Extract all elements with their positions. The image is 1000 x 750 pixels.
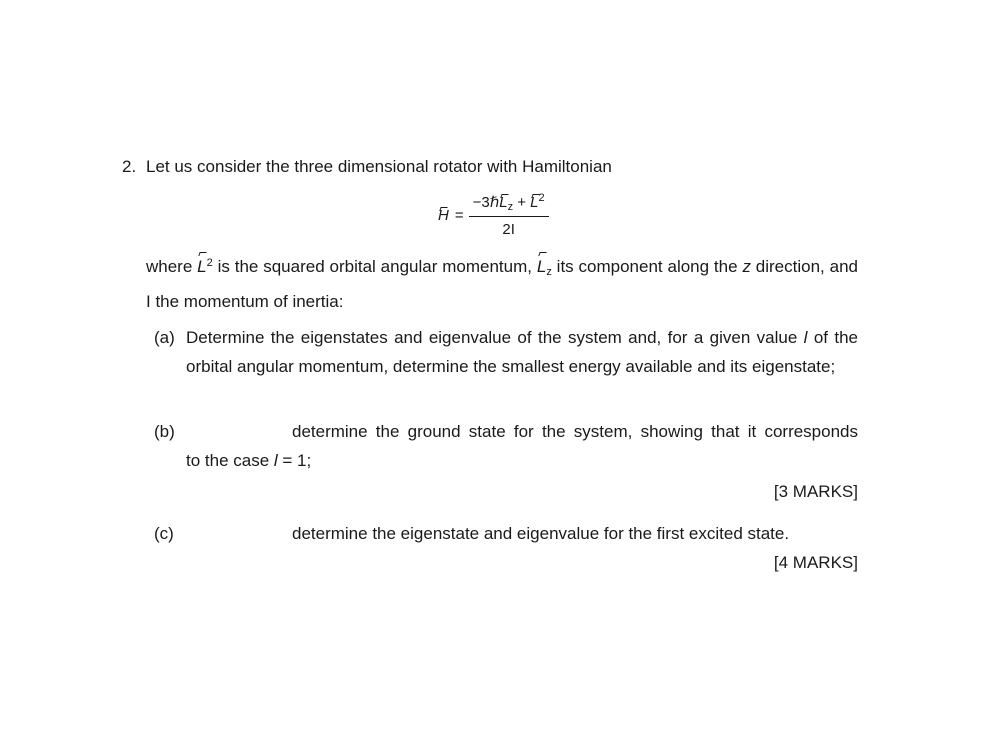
- part-b-marks: [3 MARKS]: [773, 482, 858, 501]
- lz-subscript: z: [546, 266, 552, 278]
- part-c-line-1: determine the eigenstate and eigenvalue for the first excited state.: [292, 524, 790, 543]
- part-a-text-1: Determine the eigenstates and eigenvalue of the system and, for a given value: [186, 328, 804, 347]
- definitions-paragraph: [146, 249, 858, 316]
- numerator-lz-operator: L: [499, 194, 508, 211]
- formula-lhs-operator: H: [438, 206, 449, 224]
- question-number: 2.: [122, 157, 137, 176]
- definitions-text-1: where: [146, 257, 198, 276]
- numerator-lz-subscript: z: [507, 201, 514, 213]
- formula-equals: =: [454, 206, 464, 224]
- part-a-text: [186, 323, 858, 381]
- definitions-text-3: its component along the: [551, 257, 743, 276]
- numerator-coefficient: −3ℏ: [472, 194, 500, 211]
- numerator-plus: +: [513, 194, 531, 211]
- part-a-l-variable: l: [803, 328, 808, 347]
- lz-operator: L: [537, 252, 546, 281]
- question-intro: [122, 156, 612, 178]
- definitions-text-2: is the squared orbital angular momentum,: [212, 257, 537, 276]
- part-b-line-2: [186, 446, 311, 475]
- formula-fraction: [469, 192, 549, 238]
- hamiltonian-formula: [438, 190, 549, 240]
- part-c-label: (c): [154, 524, 174, 543]
- numerator-l2-operator: L: [530, 194, 539, 211]
- question-intro-text: Let us consider the three dimensional rotator with Hamiltonian: [146, 157, 612, 176]
- l-squared-operator: L: [197, 252, 206, 281]
- part-a-label: (a): [154, 328, 175, 347]
- formula-denominator: 2I: [502, 221, 515, 238]
- part-b-label: (b): [154, 422, 175, 441]
- z-variable: z: [742, 257, 751, 276]
- part-b-line-1: determine the ground state for the system, showing that it corresponds: [292, 422, 858, 441]
- formula-numerator: [469, 192, 549, 217]
- part-b-line-2-text: to the case: [186, 451, 274, 470]
- part-a-text-2: of the orbital angular momentum, determine the smallest energy available and its eigenstate;: [186, 328, 858, 376]
- definitions-text-4: direction, and I the momentum of inertia:: [146, 257, 858, 311]
- part-a: [154, 323, 858, 381]
- l-squared-superscript: 2: [206, 257, 213, 269]
- part-b-l-variable: l: [273, 451, 278, 470]
- part-c-marks: [4 MARKS]: [773, 553, 858, 572]
- part-b-line-2-value: = 1;: [277, 451, 312, 470]
- numerator-l2-superscript: 2: [538, 192, 545, 204]
